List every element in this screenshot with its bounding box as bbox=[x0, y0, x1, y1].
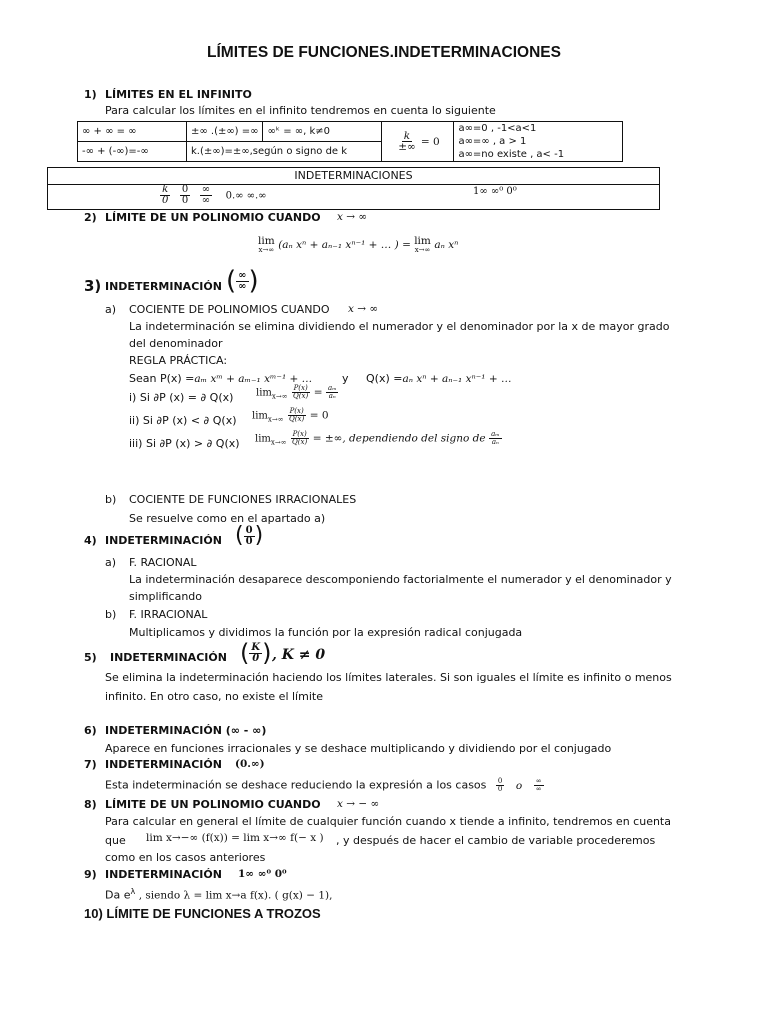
rule-power-infinity: ∞ᵏ = ∞, k≠0 bbox=[263, 122, 382, 142]
section-4a-text-line2: simplificando bbox=[129, 590, 202, 603]
section-3a-title-math: x → ∞ bbox=[348, 303, 379, 315]
section-8-heading-math: x → − ∞ bbox=[337, 798, 380, 810]
rule-ii-condition: ii) Si ∂P (x) < ∂ Q(x) bbox=[129, 414, 237, 427]
section-3b-title: COCIENTE DE FUNCIONES IRRACIONALES bbox=[129, 493, 357, 506]
section-3-heading: INDETERMINACIÓN bbox=[105, 280, 222, 293]
section-4b-title: F. IRRACIONAL bbox=[129, 608, 208, 621]
section-6-text: Aparece en funciones irracionales y se deshace multiplicando y dividiendo por el conjugado bbox=[105, 742, 612, 755]
section-9-heading-math: 1∞ ∞⁰ 0⁰ bbox=[238, 868, 287, 880]
section-2-number: 2) bbox=[84, 211, 97, 224]
section-8-number: 8) bbox=[84, 798, 97, 811]
section-8-heading: LÍMITE DE UN POLINOMIO CUANDO bbox=[105, 798, 321, 811]
rule-k-over-infinity: $\frac{k}{\pm\infty}$ = 0 bbox=[382, 122, 454, 162]
polynomial-q-definition: Q(x) =aₙ xⁿ + aₙ₋₁ xⁿ⁻¹ + … bbox=[366, 372, 512, 385]
section-2-heading-math: x → ∞ bbox=[337, 211, 368, 223]
section-7-number: 7) bbox=[84, 758, 97, 771]
section-10-heading bbox=[84, 906, 321, 921]
section-4b-label: b) bbox=[105, 608, 117, 621]
rule-ii-formula: $\lim_{x\to\infty}$ $\frac{P(x)}{Q(x)}$ = 0 bbox=[252, 407, 329, 424]
rule-i-condition: i) Si ∂P (x) = ∂ Q(x) bbox=[129, 391, 234, 404]
section-5-heading: INDETERMINACIÓN bbox=[110, 651, 227, 664]
section-4a-text-line1: La indeterminación desaparece descomponiendo factorialmente el numerador y el denominador y bbox=[129, 573, 672, 586]
rule-iii-condition: iii) Si ∂P (x) > ∂ Q(x) bbox=[129, 437, 240, 450]
rule-sum-neg-infinity: -∞ + (-∞)=-∞ bbox=[78, 142, 187, 162]
section-6-number: 6) bbox=[84, 724, 97, 737]
rule-i-formula: $\lim_{x\to\infty}$ $\frac{P(x)}{Q(x)}$ = $\frac{\text{aₘ}}{\text{aₙ}}$ bbox=[256, 384, 337, 401]
indeterminations-header: INDETERMINACIONES bbox=[48, 168, 659, 185]
section-1-number: 1) bbox=[84, 88, 97, 101]
infinity-rules-table bbox=[77, 121, 623, 162]
polynomial-p-definition: Sean P(x) =aₘ xᵐ + aₘ₋₁ xᵐ⁻¹ + … bbox=[129, 372, 313, 385]
section-5-text-line2: infinito. En otro caso, no existe el límite bbox=[105, 690, 323, 703]
section-8-que: que bbox=[105, 834, 126, 847]
section-5-fraction: ( $\frac{K}{0}$ ) bbox=[240, 639, 272, 667]
section-8-after-formula: , y después de hacer el cambio de variable procederemos bbox=[336, 834, 656, 847]
page-title: LÍMITES DE FUNCIONES.INDETERMINACIONES bbox=[207, 44, 561, 61]
practical-rule-label: REGLA PRÁCTICA: bbox=[129, 354, 228, 367]
section-4-number: 4) bbox=[84, 534, 97, 547]
rule-k-times-infinity: k.(±∞)=±∞,según o signo de k bbox=[187, 142, 382, 162]
section-2-heading: LÍMITE DE UN POLINOMIO CUANDO bbox=[105, 211, 321, 224]
section-1-heading: LÍMITES EN EL INFINITO bbox=[105, 88, 252, 101]
section-7-heading-math: (0.∞) bbox=[235, 758, 265, 770]
indeterminations-forms: $\frac{k}{0}$ $\frac{0}{0}$ $\frac{\infty}{\infty}$ 0.∞ ∞.∞ bbox=[162, 184, 267, 206]
section-3-fraction: ( $\frac{\infty}{\infty}$ ) bbox=[226, 266, 259, 296]
section-9-text: Da $e^\lambda$ , siendo λ = lim x→a f(x). ( g(x) − 1), bbox=[105, 887, 333, 902]
section-3a-text-line2: del denominador bbox=[129, 337, 223, 350]
section-3a-label: a) bbox=[105, 303, 117, 316]
section-3b-label: b) bbox=[105, 493, 117, 506]
section-6-heading: INDETERMINACIÓN (∞ - ∞) bbox=[105, 724, 267, 737]
section-4-fraction: ( $\frac{0}{0}$ ) bbox=[235, 523, 264, 548]
indeterminations-exponential-forms: 1∞ ∞⁰ 0⁰ bbox=[473, 186, 517, 197]
section-7-text: Esta indeterminación se deshace reduciendo la expresión a los casos $\frac{0}{0}$ o $\frac{\infty}{\infty}$ bbox=[105, 777, 542, 793]
section-9-heading: INDETERMINACIÓN bbox=[105, 868, 222, 881]
section-10-title: LÍMITE DE FUNCIONES A TROZOS bbox=[106, 906, 321, 921]
section-3b-text: Se resuelve como en el apartado a) bbox=[129, 512, 326, 525]
k-over-infinity-fraction: $\frac{k}{\pm\infty}$ bbox=[398, 129, 416, 153]
rule-product-infinity: ±∞ .(±∞) =∞ bbox=[187, 122, 263, 142]
section-3a-title: COCIENTE DE POLINOMIOS CUANDO bbox=[129, 303, 330, 316]
section-3-number: 3) bbox=[84, 277, 102, 295]
section-9-number: 9) bbox=[84, 868, 97, 881]
indeterminations-box bbox=[47, 167, 660, 210]
rule-power-base-a: a∞=0 , -1<a<1 a∞=∞ , a > 1 a∞=no existe , a< -1 bbox=[454, 122, 623, 162]
rule-iii-formula: $\lim_{x\to\infty}$ $\frac{P(x)}{Q(x)}$ = ±∞, dependiendo del signo de $\frac{\text{aₘ}}{\text{aₙ}}$ bbox=[255, 430, 500, 447]
section-5-text-line1: Se elimina la indeterminación haciendo los límites laterales. Si son iguales el límite es infinito o menos bbox=[105, 671, 672, 684]
section-4b-text: Multiplicamos y dividimos la función por la expresión radical conjugada bbox=[129, 626, 523, 639]
section-1-intro: Para calcular los límites en el infinito tendremos en cuenta lo siguiente bbox=[105, 104, 496, 117]
section-7-heading: INDETERMINACIÓN bbox=[105, 758, 222, 771]
section-8-text-line2: como en los casos anteriores bbox=[105, 851, 266, 864]
section-10-number: 10) bbox=[84, 906, 103, 921]
rule-sum-infinity: ∞ + ∞ = ∞ bbox=[78, 122, 187, 142]
section-4-heading: INDETERMINACIÓN bbox=[105, 534, 222, 547]
section-3a-text-line1: La indeterminación se elimina dividiendo el numerador y el denominador por la x de mayor grado bbox=[129, 320, 670, 333]
section-5-number: 5) bbox=[84, 651, 97, 664]
section-4a-title: F. RACIONAL bbox=[129, 556, 197, 569]
section-8-text-line1: Para calcular en general el límite de cualquier función cuando x tiende a infinito, tendremos en cuenta bbox=[105, 815, 671, 828]
section-4a-label: a) bbox=[105, 556, 117, 569]
polynomial-limit-formula: lim x→∞ (aₙ xⁿ + aₙ₋₁ xⁿ⁻¹ + … ) = lim x→∞ aₙ xⁿ bbox=[258, 235, 459, 254]
section-5-condition: , K ≠ 0 bbox=[272, 647, 326, 663]
and-connector: y bbox=[342, 372, 349, 385]
section-8-formula: lim x→−∞ (f(x)) = lim x→∞ f(− x ) bbox=[146, 832, 324, 844]
